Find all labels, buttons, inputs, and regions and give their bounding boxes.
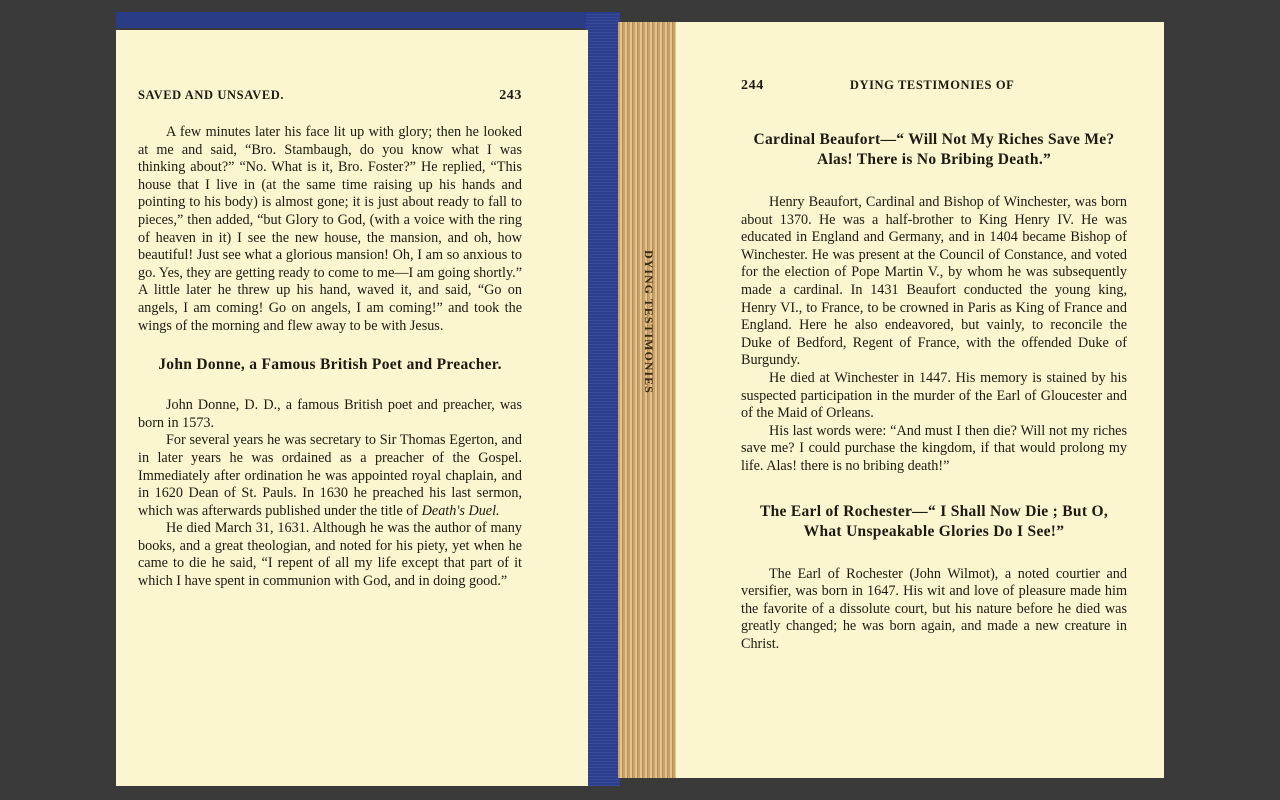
left-paragraph-2: John Donne, D. D., a famous British poet and preacher, was born in 1573. — [138, 397, 522, 431]
left-running-head-title: SAVED AND UNSAVED. — [138, 88, 285, 102]
left-paragraph-3 — [138, 432, 522, 520]
book-title-deaths-duel: Death's Duel. — [421, 502, 500, 519]
left-paragraph-3-text: For several years he was secretary to Sir Thomas Egerton, and in later years he was ordained as a preacher of the Gospel. Immediately after ordination he was appointed royal chaplain, and in 1620 Dean of St. Pauls. In 1630 he preached his last sermon, which was afterwards published under the title of — [138, 432, 522, 519]
right-running-head — [741, 78, 1127, 94]
right-paragraph-3: His last words were: “And must I then die? Will not my riches save me? I could purchase the kingdom, if that would prolong my life. Alas! there is no bribing death!” — [741, 422, 1127, 474]
spine-title: DYING TESTIMONIES — [642, 250, 656, 394]
book-spine-cover — [586, 12, 620, 786]
right-body-text — [741, 130, 1127, 653]
book-cover-top — [116, 12, 616, 28]
left-page-number: 243 — [499, 88, 522, 103]
right-page — [676, 22, 1164, 778]
right-paragraph-4: The Earl of Rochester (John Wilmot), a noted courtier and versifier, was born in 1647. His wit and love of pleasure made him the favorite of a dissolute court, but his nature before he died was greatly changed; he was born again, and made a new creature in Christ. — [741, 565, 1127, 652]
right-paragraph-2: He died at Winchester in 1447. His memory is stained by his suspected participation in the murder of the Earl of Gloucester and of the Maid of Orleans. — [741, 369, 1127, 422]
right-running-head-title: DYING TESTIMONIES OF — [849, 78, 1015, 92]
left-page — [116, 30, 588, 786]
left-running-head — [138, 88, 522, 104]
right-paragraph-1: Henry Beaufort, Cardinal and Bishop of Winchester, was born about 1370. He was a half-brother to King Henry IV. He was educated in England and Germany, and in 1404 became Bishop of Winchester. He was present at the Council of Constance, and voted for the election of Pope Martin V., by whom he was subsequently made a cardinal. In 1431 Beaufort conducted the young king, Henry VI., to France, to be crowned in Paris as King of France and England. Here he also endeavored, but vainly, to reconcile the Duke of Bedford, Regent of France, with the offended Duke of Burgundy. — [741, 194, 1127, 369]
left-paragraph-4: He died March 31, 1631. Although he was the author of many books, and a great theologian, and noted for his piety, yet when he came to die he said, “I repent of all my life except that part of it which I have spent in communion with God, and in doing good.” — [138, 520, 522, 590]
left-body-text — [138, 124, 522, 591]
right-section-title-1: Cardinal Beaufort—“ Will Not My Riches Save Me? Alas! There is No Bribing Death.” — [753, 131, 1115, 168]
left-paragraph-1: A few minutes later his face lit up with glory; then he looked at me and said, “Bro. Stambaugh, do you know what I was thinking about?” “No. What is it, Bro. Foster?” He replied, “This house that I live in (at the same time raising up his hands and pointing to his body) is almost gone; it is just about ready to fall to pieces,” then added, “but Glory to God, (with a voice with the ring of heaven in it) I see the new house, the mansion, and oh, how beautiful! Just see what a glorious mansion! Oh, I am so anxious to go. Yes, they are getting ready to come to me—I am going shortly.” A little later he threw up his hand, waved it, and said, “Go on angels, I am coming! Go on angels, I am coming!” and took the wings of the morning and flew away to be with Jesus. — [138, 124, 522, 334]
right-page-number: 244 — [741, 78, 764, 93]
left-section-title: John Donne, a Famous British Poet and Preacher. — [158, 356, 502, 374]
right-section-title-2: The Earl of Rochester—“ I Shall Now Die ; But O, What Unspeakable Glories Do I See!” — [759, 502, 1109, 540]
